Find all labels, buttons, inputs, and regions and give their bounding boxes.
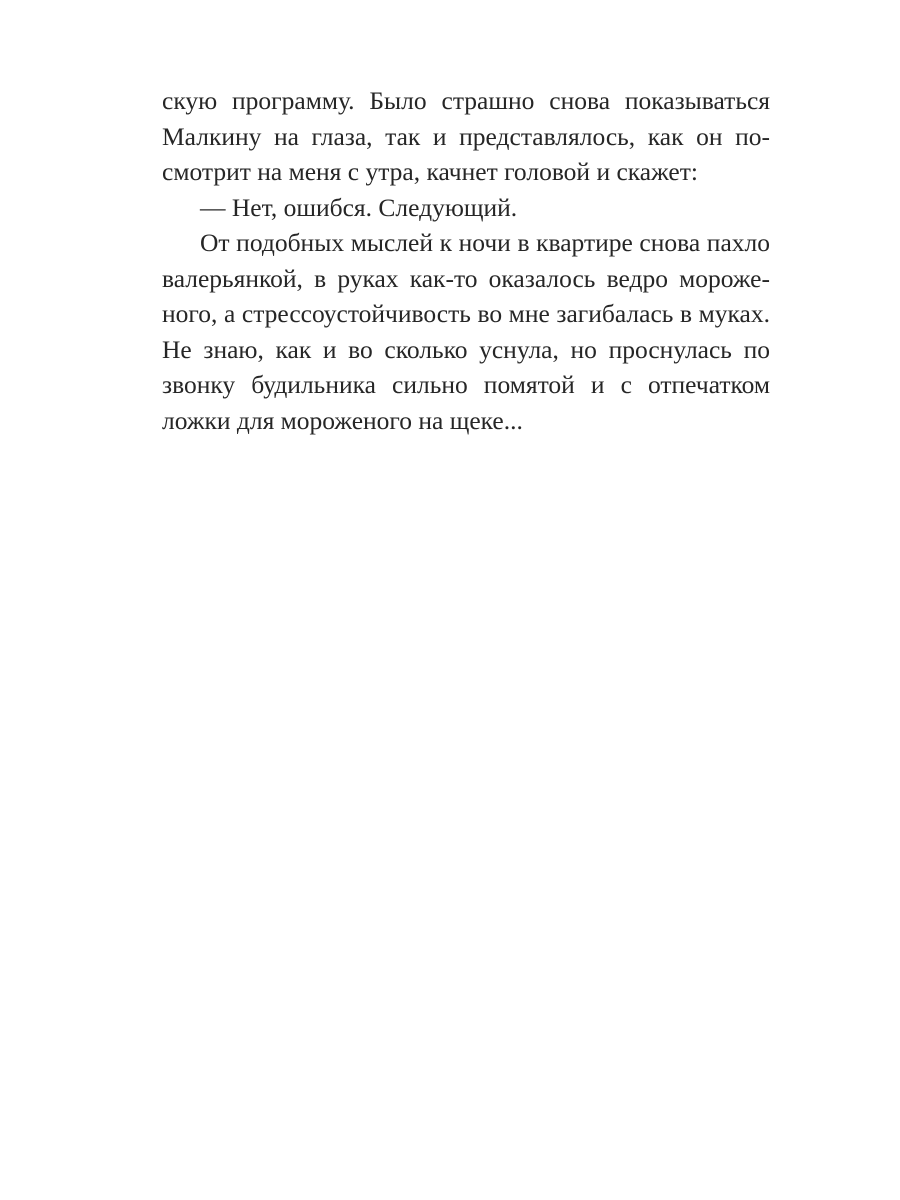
dialogue-line: — Нет, ошибся. Следующий.: [200, 192, 518, 222]
text-line: От подобных мыслей к ночи в квартире снова пахло: [200, 228, 770, 257]
body-text: [162, 83, 770, 438]
text-line: скую программу. Было страшно снова показываться: [162, 86, 770, 115]
text-line: Не знаю, как и во сколько уснула, но проснулась по: [162, 334, 770, 364]
text-line: смотрит на меня с утра, качнет головой и скажет:: [162, 157, 698, 186]
text-line: валерьянкой, в руках как-то оказалось ведро мороже-: [162, 263, 770, 293]
text-line: Малкину на глаза, так и представлялось, как он по-: [162, 121, 770, 151]
text-line: ного, а стрессоустойчивость во мне загибалась в муках.: [162, 299, 770, 328]
text-line: ложки для мороженого на щеке...: [162, 405, 523, 435]
text-line: звонку будильника сильно помятой и с отпечатком: [162, 370, 770, 399]
